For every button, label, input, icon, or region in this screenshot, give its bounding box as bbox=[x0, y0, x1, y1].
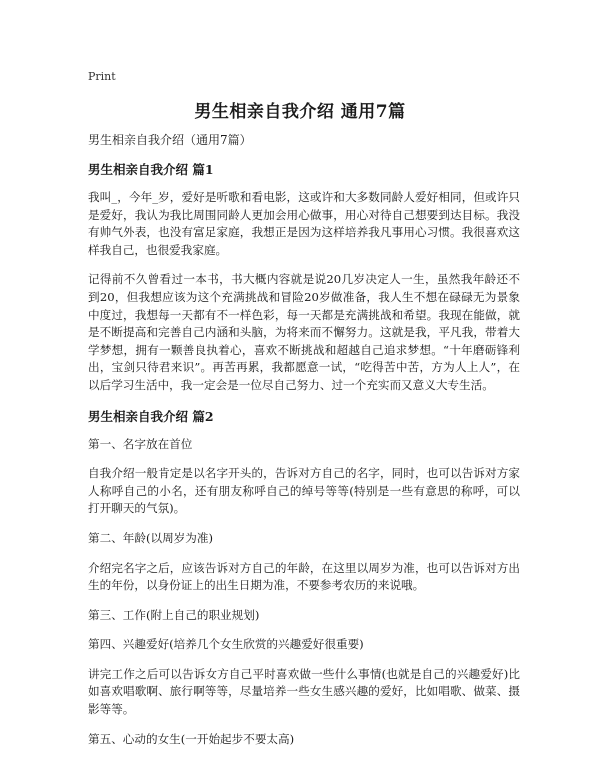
paragraph: 自我介绍一般肯定是以名字开头的，告诉对方自己的名字，同时，也可以告诉对方家人称呼自己的小名，还有朋友称呼自己的绰号等等(特别是一些有意思的称呼，可以打开聊天的气氛)。 bbox=[88, 466, 520, 516]
point-heading: 第三、工作(附上自己的职业规划) bbox=[88, 607, 260, 622]
document-subtitle: 男生相亲自我介绍（通用7篇） bbox=[88, 133, 252, 147]
document-body bbox=[88, 131, 520, 760]
point-heading: 第五、心动的女生(一开始起步不要太高) bbox=[88, 731, 295, 746]
section-heading-1: 男生相亲自我介绍 篇1 bbox=[88, 162, 214, 177]
print-label[interactable]: Print bbox=[88, 70, 116, 83]
paragraph: 我叫_，今年_岁，爱好是听歌和看电影，这或许和大多数同龄人爱好相同，但或许只是爱好，我认为我比周围同龄人更加会用心做事，用心对待自己想要到达目标。我没有帅气外表，也没有富足家庭，我想正是因为这样培养我凡事用心习惯。我很喜欢这样我自己，也很爱我家庭。 bbox=[88, 190, 520, 257]
point-heading: 第二、年龄(以周岁为准) bbox=[88, 530, 213, 545]
paragraph: 记得前不久曾看过一本书，书大概内容就是说20几岁决定人一生，虽然我年龄还不到20，但我想应该为这个充满挑战和冒险20岁做准备，我人生不想在碌碌无为景象中度过，我想每一天都有不一样色彩，每一天都是充满挑战和希望。我现在能做，就是不断提高和完善自己内涵和头脑，为将来而不懈努力。这就是我，平凡我，带着大学梦想，拥有一颗善良执着心，喜欢不断挑战和超越自己追求梦想。“十年磨砺锋利出，宝剑只待君来识”。再苦再累，我都愿意一试，“吃得苦中苦，方为人上人”，在以后学习生活中，我一定会是一位尽自己努力、过一个充实而又意义大专生活。 bbox=[88, 272, 520, 392]
section-heading-2: 男生相亲自我介绍 篇2 bbox=[88, 408, 214, 424]
point-heading: 第一、名字放在首位 bbox=[88, 436, 193, 451]
paragraph: 介绍完名字之后，应该告诉对方自己的年龄，在这里以周岁为准，也可以告诉对方出生的年份，以身份证上的出生日期为准，不要参考农历的来说哦。 bbox=[88, 560, 520, 593]
paragraph: 讲完工作之后可以告诉女方自己平时喜欢做一些什么事情(也就是自己的兴趣爱好)比如喜欢唱歌啊、旅行啊等等，尽量培养一些女生感兴趣的爱好，比如唱歌、做菜、摄影等等。 bbox=[88, 666, 520, 717]
page-title: 男生相亲自我介绍 通用7篇 bbox=[194, 102, 406, 122]
point-heading: 第四、兴趣爱好(培养几个女生欣赏的兴趣爱好很重要) bbox=[88, 637, 364, 652]
